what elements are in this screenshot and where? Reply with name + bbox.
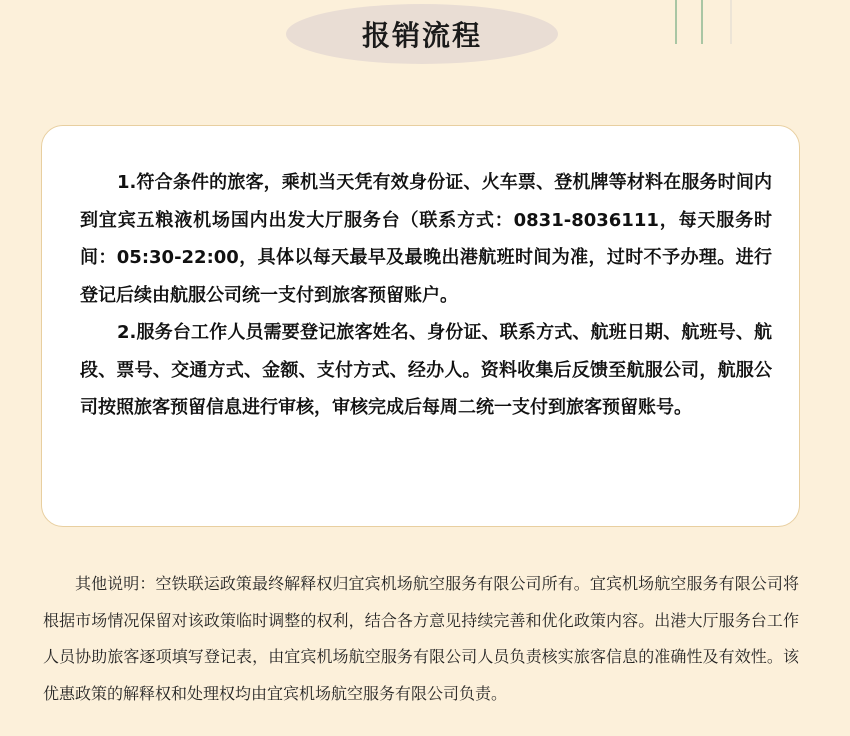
process-step-2: 2.服务台工作人员需要登记旅客姓名、身份证、联系方式、航班日期、航班号、航段、票号、交通方式、金额、支付方式、经办人。资料收集后反馈至航服公司，航服公司按照旅客预留信息进行审核，审核完成后每周二统一支付到旅客预留账号。 <box>80 322 772 418</box>
process-steps <box>80 164 772 427</box>
process-card <box>41 125 800 527</box>
page-title: 报销流程 <box>361 19 482 52</box>
decorative-line <box>675 0 677 44</box>
decorative-lines <box>674 0 734 46</box>
decorative-line <box>730 0 732 44</box>
title-banner <box>286 4 558 64</box>
decorative-line <box>701 0 703 44</box>
additional-notes: 其他说明：空铁联运政策最终解释权归宜宾机场航空服务有限公司所有。宜宾机场航空服务有限公司将根据市场情况保留对该政策临时调整的权利，结合各方意见持续完善和优化政策内容。出港大厅服务台工作人员协助旅客逐项填写登记表，由宜宾机场航空服务有限公司人员负责核实旅客信息的准确性及有效性。该优惠政策的解释权和处理权均由宜宾机场航空服务有限公司负责。 <box>43 574 799 703</box>
process-step-1: 1.符合条件的旅客，乘机当天凭有效身份证、火车票、登机牌等材料在服务时间内到宜宾五粮液机场国内出发大厅服务台（联系方式：0831-8036111，每天服务时间：05:30-22:00，具体以每天最早及最晚出港航班时间为准，过时不予办理。进行登记后续由航服公司统一支付到旅客预留账户。 <box>80 172 772 306</box>
